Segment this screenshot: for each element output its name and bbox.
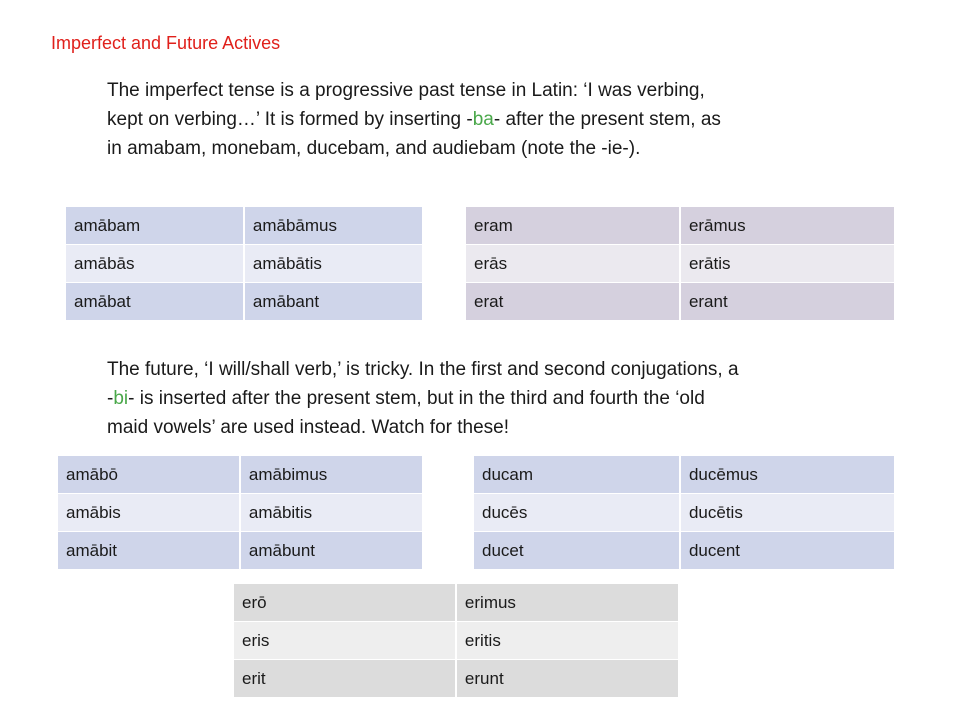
table-row — [57, 494, 423, 532]
paragraph-line — [107, 384, 867, 413]
table-cell: erās — [465, 245, 680, 283]
paragraph-line: maid vowels’ are used instead. Watch for these! — [107, 417, 510, 438]
table-cell: amābam — [65, 207, 244, 245]
table-cell: ducētis — [680, 494, 895, 532]
table-cell: erit — [233, 660, 456, 698]
table-cell: erant — [680, 283, 895, 321]
table-cell: amābitis — [240, 494, 423, 532]
table-cell: ducēs — [473, 494, 680, 532]
table-cell: amābāmus — [244, 207, 423, 245]
paragraph-text: - is inserted after the present stem, but in the third and fourth the ‘old — [128, 388, 705, 409]
paragraph-line: The future, ‘I will/shall verb,’ is tricky. In the first and second conjugations, a — [107, 359, 739, 380]
table-row — [65, 245, 423, 283]
duco-future-table — [472, 455, 896, 570]
paragraph-line — [107, 105, 867, 134]
imperfect-paragraph — [107, 76, 867, 163]
table-row — [57, 532, 423, 570]
amo-imperfect-table — [64, 206, 424, 321]
table-cell: erat — [465, 283, 680, 321]
paragraph-text: - after the present stem, as — [493, 109, 721, 130]
table-cell: erimus — [456, 584, 679, 622]
table-row — [473, 494, 895, 532]
table-cell: eris — [233, 622, 456, 660]
table-cell: amābant — [244, 283, 423, 321]
table-cell: ducam — [473, 456, 680, 494]
table-cell: amābimus — [240, 456, 423, 494]
table-cell: erāmus — [680, 207, 895, 245]
table-cell: amābunt — [240, 532, 423, 570]
paragraph-text: kept on verbing…’ It is formed by inserting - — [107, 109, 473, 130]
slide-title: Imperfect and Future Actives — [51, 33, 281, 53]
amo-future-table — [56, 455, 424, 570]
future-paragraph — [107, 355, 867, 442]
table-cell: amābis — [57, 494, 240, 532]
table-row — [65, 207, 423, 245]
paragraph-line: The imperfect tense is a progressive past tense in Latin: ‘I was verbing, — [107, 80, 705, 101]
table-row — [473, 532, 895, 570]
table-row — [465, 283, 895, 321]
table-row — [65, 283, 423, 321]
table-row — [233, 660, 679, 698]
table-cell: ducent — [680, 532, 895, 570]
sum-future-table — [232, 583, 680, 698]
paragraph-line: in amabam, monebam, ducebam, and audiebam (note the -ie-). — [107, 138, 641, 159]
table-cell: amābō — [57, 456, 240, 494]
table-cell: eritis — [456, 622, 679, 660]
table-cell: amābātis — [244, 245, 423, 283]
table-cell: ducet — [473, 532, 680, 570]
table-cell: amābit — [57, 532, 240, 570]
paragraph-text: - — [107, 388, 114, 409]
table-cell: amābat — [65, 283, 244, 321]
table-row — [465, 207, 895, 245]
table-cell: ducēmus — [680, 456, 895, 494]
table-row — [465, 245, 895, 283]
table-cell: amābās — [65, 245, 244, 283]
table-row — [57, 456, 423, 494]
sum-imperfect-table — [464, 206, 896, 321]
infix-highlight: ba — [472, 109, 494, 130]
table-cell: eram — [465, 207, 680, 245]
table-row — [233, 622, 679, 660]
table-cell: erō — [233, 584, 456, 622]
infix-highlight: bi — [113, 388, 129, 409]
table-row — [473, 456, 895, 494]
table-cell: erunt — [456, 660, 679, 698]
table-row — [233, 584, 679, 622]
table-cell: erātis — [680, 245, 895, 283]
